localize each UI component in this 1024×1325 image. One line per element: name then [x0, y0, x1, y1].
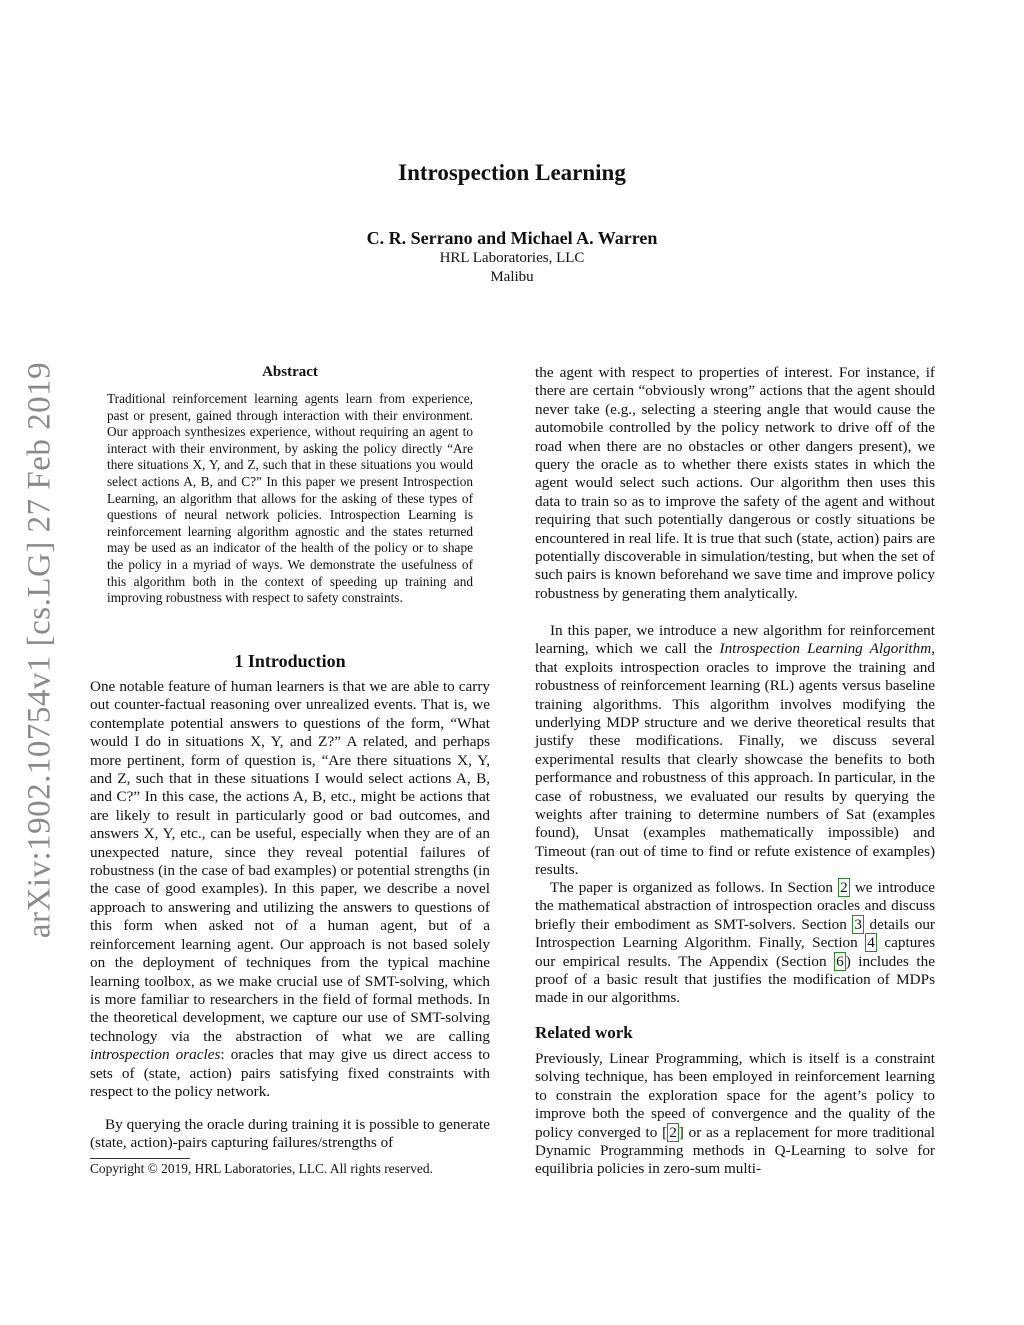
related-text: Previously, Linear Programming, which is itself is a constraint solving technique, has been employed in reinforcement learning to constrain the exploration space for the agent’s policy to improve both the speed of convergence and the quality of the policy converged to [ — [535, 1050, 935, 1141]
section-ref-link[interactable]: 2 — [840, 879, 848, 896]
paper-authors: C. R. Serrano and Michael A. Warren — [366, 228, 658, 248]
related-text-end: ] or as a replacement for more traditional Dynamic Programming methods in Q-Learning to solve for equilibria policies in zero-sum multi- — [535, 1123, 936, 1178]
section-heading-introduction: 1 Introduction — [234, 651, 346, 671]
citation-link[interactable]: 2 — [669, 1123, 677, 1141]
intro-p1-emphasis: introspection oracles — [90, 1046, 221, 1064]
affiliation: HRL Laboratories, LLC — [439, 250, 585, 266]
right-p2-text: In this paper, we introduce a new algorithm for reinforcement learning, which we call the — [535, 622, 935, 658]
location: Malibu — [490, 269, 534, 285]
related-work-heading: Related work — [535, 1023, 633, 1042]
section-ref-link[interactable]: 4 — [867, 934, 875, 952]
footnote-divider — [90, 1158, 190, 1159]
copyright-footnote: Copyright © 2019, HRL Laboratories, LLC. All rights reserved. — [90, 1161, 433, 1176]
right-paragraph-2 — [535, 622, 935, 880]
section-ref-link[interactable]: 3 — [854, 915, 863, 933]
arxiv-stamp: arXiv:1902.10754v1 [cs.LG] 27 Feb 2019 — [21, 361, 58, 939]
intro-p1-text: One notable feature of human learners is that we are able to carry out counter-factual reasoning over unrealized events. That is, we contemplate potential answers to questions of the form, “What would I do in situations X, Y, and Z?” A related, and perhaps more pertinent, form of question is, “Are there situations X, Y, and Z, such that in these situations I would select actions A, B, and C?” In this case, the actions A, B, etc., might be actions that are likely to result in particularly good or bad outcomes, and answers X, Y, etc., can be useful, especially when they are of an unexpected nature, since they reveal potential failures of robustness (in the case of bad examples) or potential strengths (in the case of good examples). In this paper, we describe a novel approach to answering and utilizing the answers to questions of this form when asked not of a human agent, but of a reinforcement learning agent. Our approach is not based solely on the deployment of techniques from the typical machine learning toolbox, as we make crucial use of SMT-solving, which is more familiar to researchers in the field of formal methods. In the theoretical development, we capture our use of SMT-solving technology via the abstraction of what we are calling — [90, 678, 490, 1045]
right-p3-text: captures our empirical results. The Appendix (Section — [535, 934, 935, 970]
intro-paragraph-2: By querying the oracle during training it is possible to generate (state, action)-pairs capturing failures/strengths of — [90, 1116, 490, 1152]
intro-p1-text-end: : oracles that may give us direct access to sets of (state, action) pairs satisfying fixed constraints with respect to the policy network. — [90, 1046, 491, 1100]
right-p2-emphasis: Introspection Learning Algorithm — [719, 640, 932, 658]
right-paragraph-1: the agent with respect to properties of interest. For instance, if there are certain “obviously wrong” actions that the agent should never take (e.g., selecting a steering angle that would cause the automobile controlled by the policy network to drive off of the road when there are no obstacles or other dangers present), we query the oracle as to whether there exists states in which the agent would select such actions. Our algorithm then uses this data to train so as to improve the safety of the agent and without requiring that such potentially dangerous or costly situations be encountered in real life. It is true that such (state, action) pairs are potentially discoverable in simulation/testing, but when the set of such pairs is known beforehand we save time and improve policy robustness by generating them analytically. — [535, 364, 935, 602]
abstract-text: Traditional reinforcement learning agents learn from experience, past or present, gained through interaction with their environment. Our approach synthesizes experience, without requiring an agent to interact with their environment, by asking the policy directly “Are there situations X, Y, and Z, such that in these situations you would select actions A, B, and C?” In this paper we present Introspection Learning, an algorithm that allows for the asking of these types of questions of neural network policies. Introspection Learning is reinforcement learning algorithm agnostic and the states returned may be used as an indicator of the health of the policy or to shape the policy in a myriad of ways. We demonstrate the usefulness of this algorithm both in the context of speeding up training and improving robustness with respect to safety constraints. — [107, 391, 473, 606]
right-p3-text: ) includes the proof of a basic result that justifies the modification of MDPs made in our algorithms. — [535, 952, 935, 1007]
right-p3-text: details our Introspection Learning Algorithm. Finally, Section — [535, 915, 935, 952]
right-paragraph-3 — [535, 879, 935, 1008]
intro-paragraph-1 — [90, 678, 490, 1101]
abstract-heading: Abstract — [262, 364, 318, 380]
right-p3-text: we introduce the mathematical abstraction of introspection oracles and discuss briefly their embodiment as SMT-solvers. Section — [535, 879, 935, 933]
right-p2-text-end: , that exploits introspection oracles to improve the training and robustness of reinforcement learning (RL) agents versus baseline training algorithms. This algorithm involves modifying the underlying MDP structure and we derive theoretical results that justify these modifications. Finally, we discuss several experimental results that clearly showcase the benefits to both performance and robustness of this approach. In particular, in the case of robustness, we evaluated our results by querying the weights after training to determine numbers of Sat (examples found), Unsat (examples mathematically impossible) and Timeout (ran out of time to find or refute existence of examples) results. — [535, 640, 936, 879]
section-ref-link[interactable]: 6 — [836, 952, 844, 970]
paper-title: Introspection Learning — [398, 160, 626, 185]
related-work-paragraph — [535, 1050, 935, 1179]
right-p3-text: The paper is organized as follows. In Section — [550, 879, 839, 896]
